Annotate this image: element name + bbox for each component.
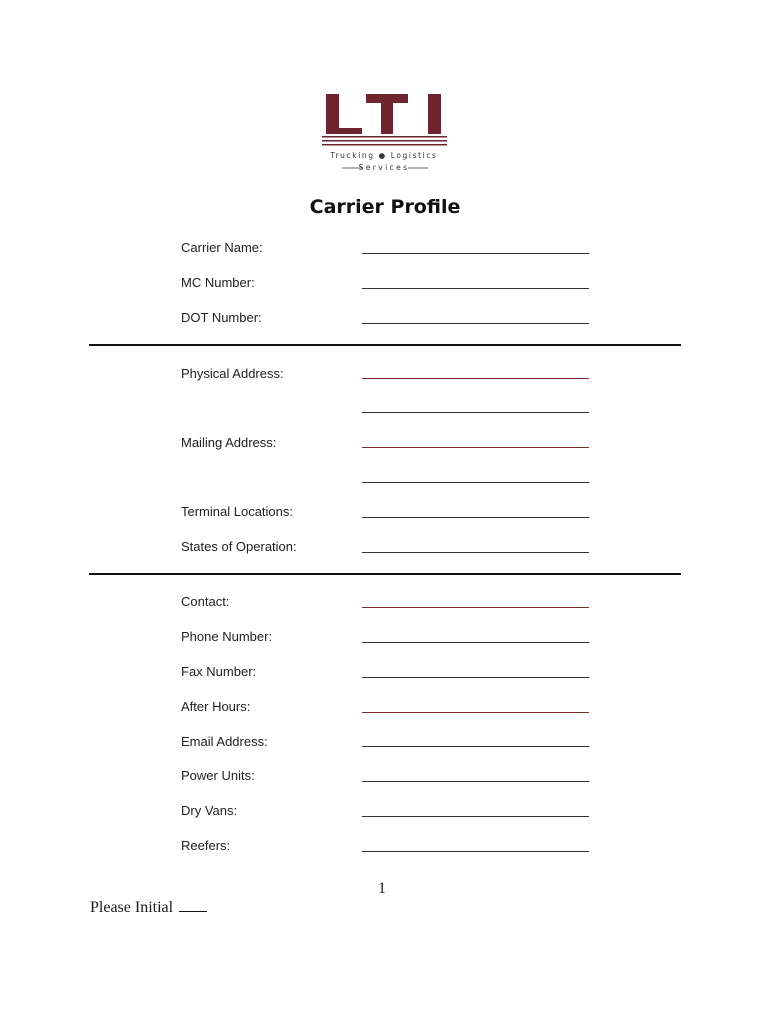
after-hours-label: After Hours: [181, 699, 251, 714]
logo-tagline-1: Trucking ● Logistics [330, 151, 438, 160]
mc-number-field[interactable] [362, 288, 589, 289]
initial-field[interactable] [179, 899, 207, 912]
power-units-field[interactable] [362, 781, 589, 782]
carrier-name-label: Carrier Name: [181, 240, 263, 255]
terminal-locations-label: Terminal Locations: [181, 504, 293, 519]
please-initial [90, 899, 207, 917]
mailing-address-field-line-2[interactable] [362, 482, 589, 483]
dry-vans-label: Dry Vans: [181, 803, 238, 818]
phone-number-label: Phone Number: [181, 629, 273, 644]
physical-address-field-line-2[interactable] [362, 412, 589, 413]
logo-tagline-2: Services [358, 163, 410, 172]
after-hours-field[interactable] [362, 712, 589, 713]
dot-number-label: DOT Number: [181, 310, 262, 325]
email-address-label: Email Address: [181, 734, 268, 749]
reefers-label: Reefers: [181, 838, 231, 853]
fax-number-label: Fax Number: [181, 664, 257, 679]
section-divider [89, 573, 681, 575]
mailing-address-label: Mailing Address: [181, 435, 277, 450]
mc-number-label: MC Number: [181, 275, 255, 290]
power-units-label: Power Units: [181, 768, 255, 783]
section-divider [89, 344, 681, 346]
mailing-address-field[interactable] [362, 447, 589, 448]
contact-field[interactable] [362, 607, 589, 608]
lti-logo [322, 92, 447, 174]
please-initial-label: Please Initial [90, 899, 174, 916]
physical-address-field[interactable] [362, 378, 589, 379]
terminal-locations-field[interactable] [362, 517, 589, 518]
dry-vans-field[interactable] [362, 816, 589, 817]
page-number: 1 [378, 880, 386, 897]
phone-number-field[interactable] [362, 642, 589, 643]
page-title: Carrier Profile [309, 196, 461, 218]
email-address-field[interactable] [362, 746, 589, 747]
states-of-operation-label: States of Operation: [181, 539, 297, 554]
dot-number-field[interactable] [362, 323, 589, 324]
contact-label: Contact: [181, 594, 230, 609]
physical-address-label: Physical Address: [181, 366, 284, 381]
states-of-operation-field[interactable] [362, 552, 589, 553]
reefers-field[interactable] [362, 851, 589, 852]
fax-number-field[interactable] [362, 677, 589, 678]
carrier-name-field[interactable] [362, 253, 589, 254]
